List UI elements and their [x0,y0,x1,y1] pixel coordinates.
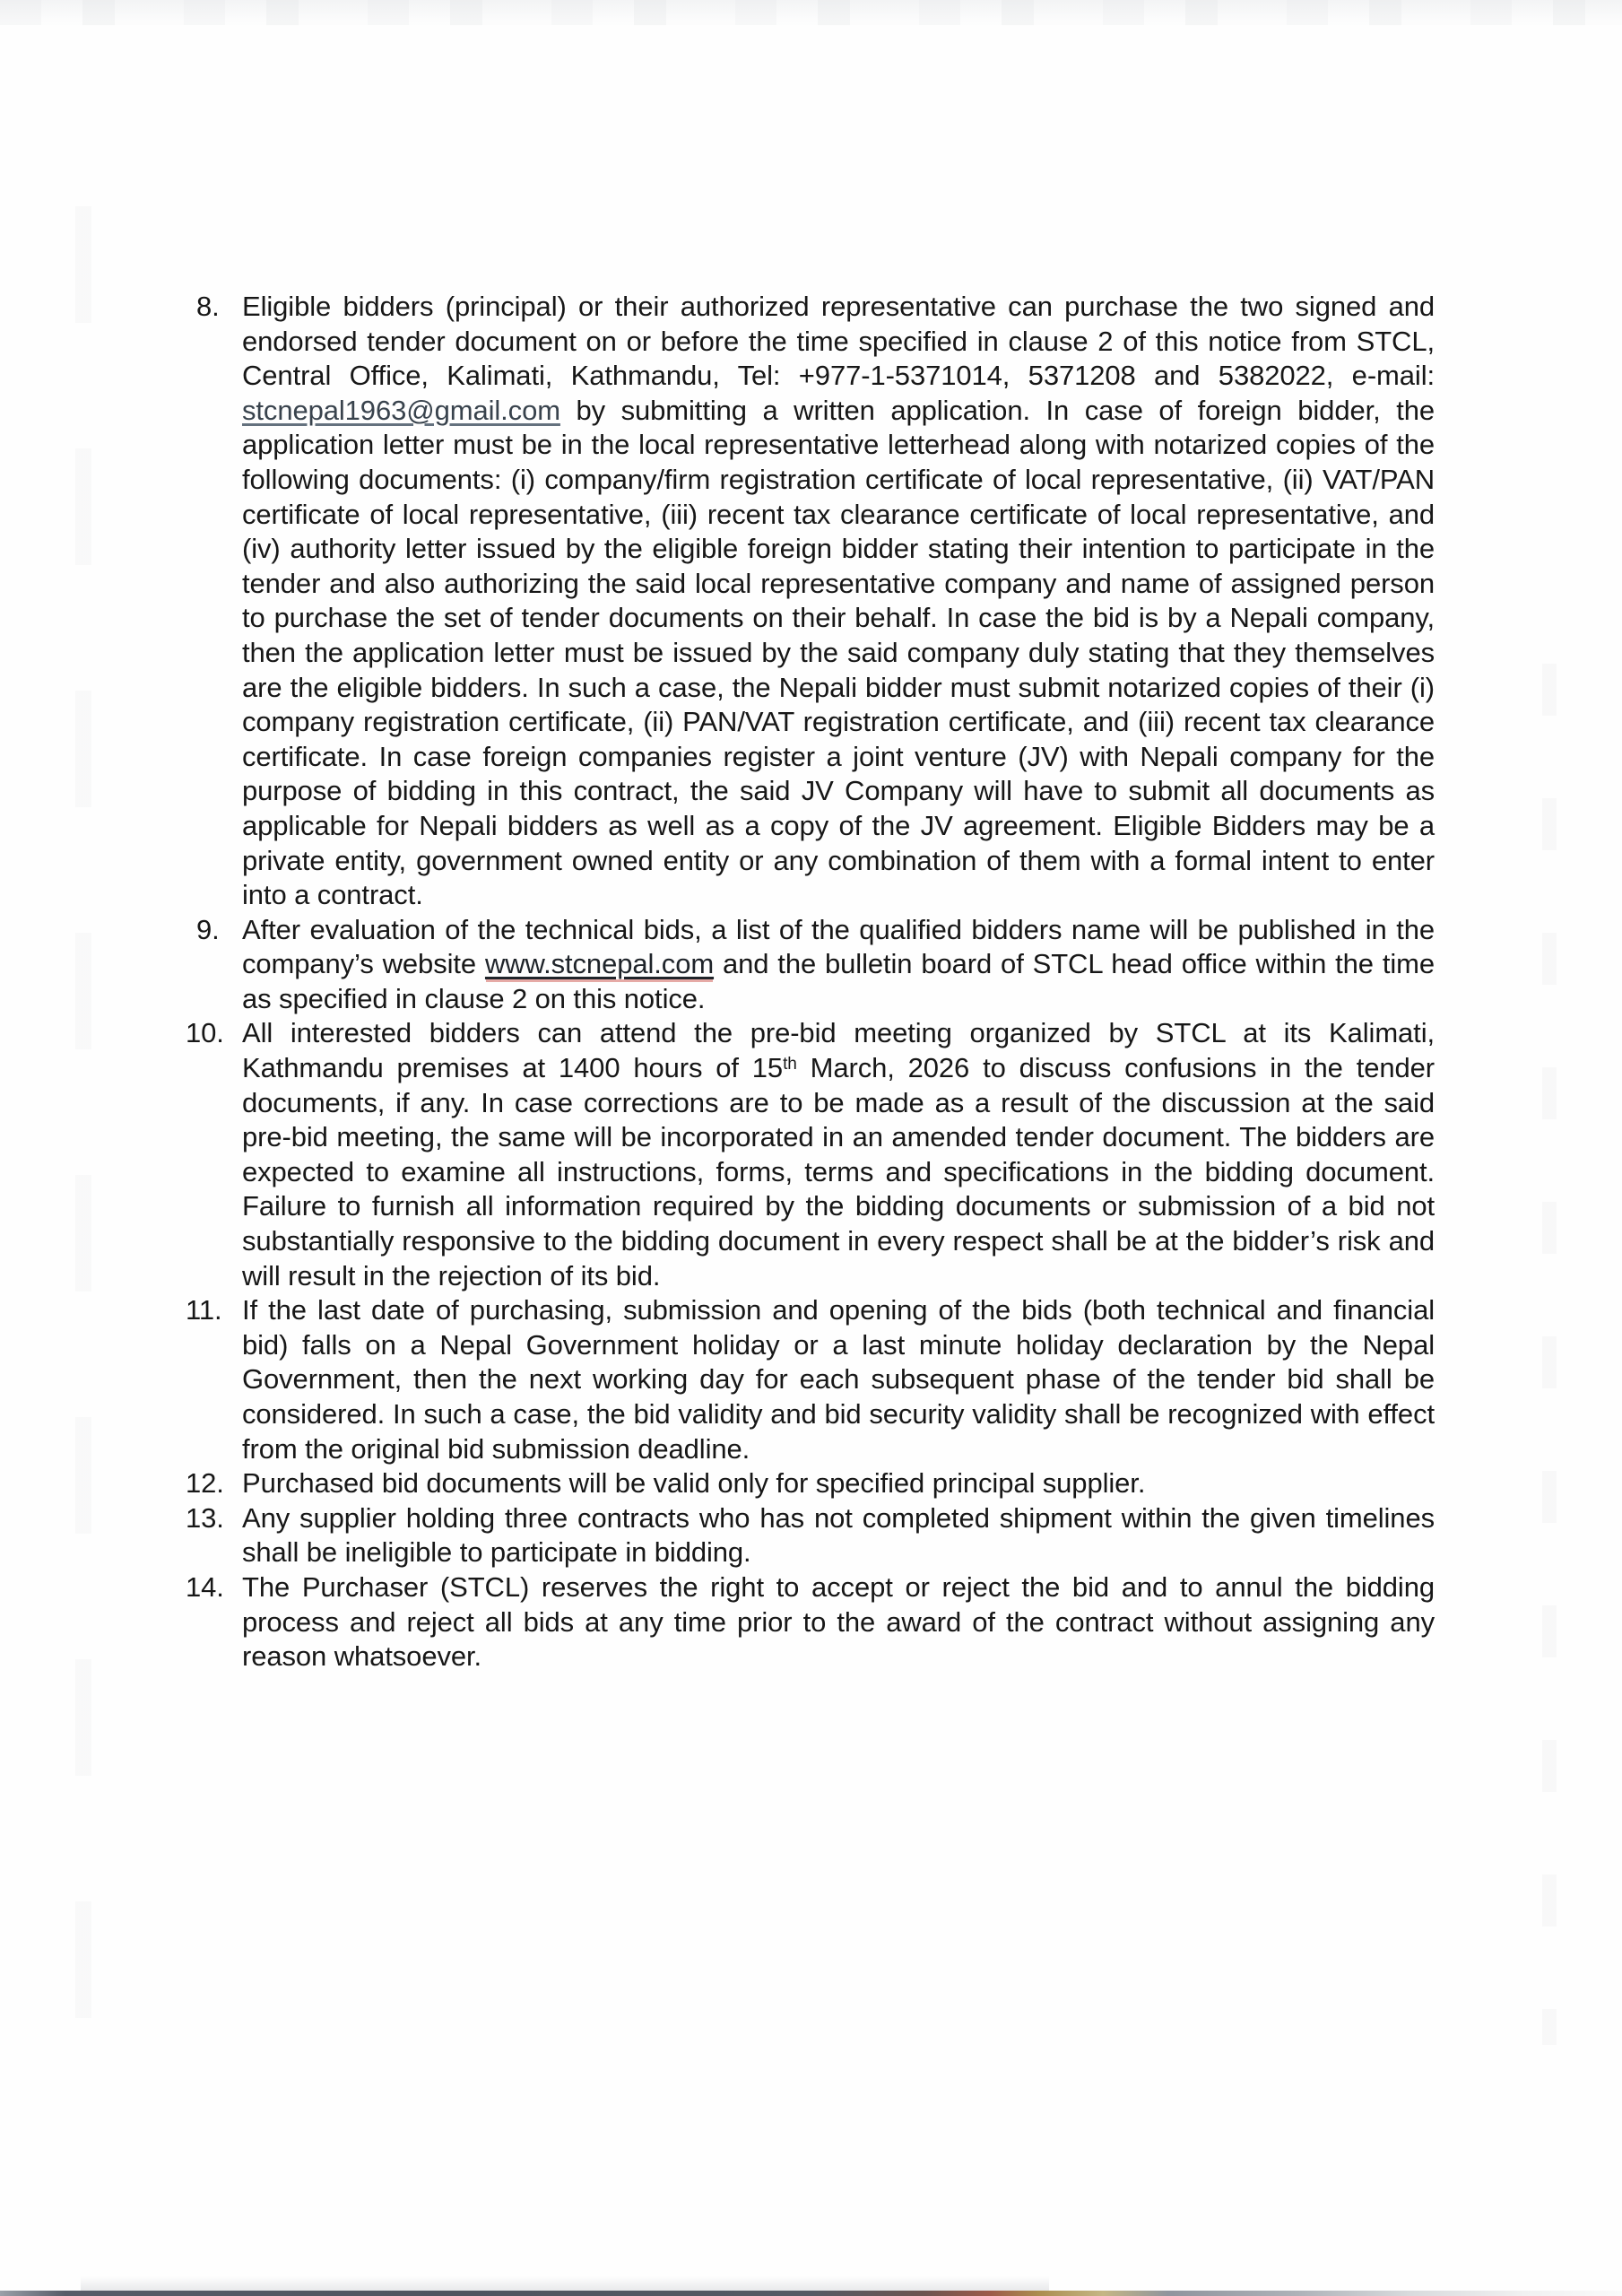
notice-list [186,290,1435,1674]
item-text: All interested bidders can attend the pre-bid meeting organized by STCL at its Kalimati, Kathmandu premises at 1400 hours of 15th March, 2026 to discuss confusions in the tender documents, if any. In case corrections are to be made as a result of the discussion at the said pre-bid meeting, the same will be incorporated in an amended tender document. The bidders are expected to examine all instructions, forms, terms and specifications in the bidding document. Failure to furnish all information required by the bidding documents or submission of a bid not substantially responsive to the bidding document in every respect shall be at the bidder’s risk and will result in the rejection of its bid. [242,1017,1435,1292]
item-text: The Purchaser (STCL) reserves the right to accept or reject the bid and to annul the bidding process and reject all bids at any time prior to the award of the contract without assigning any reason whatsoever. [242,1570,1435,1673]
list-item [186,1570,1435,1674]
email-link[interactable]: stcnepal1963@gmail.com [242,394,560,426]
item-number: 8. [196,291,220,322]
list-item [186,1016,1435,1293]
scan-artifact-left-streak [75,206,91,2117]
item-number: 14. [186,1570,224,1603]
item-number: 10. [186,1017,224,1049]
list-item [186,913,1435,1017]
scan-artifact-top-edge [0,0,1622,25]
item-number: 9. [196,913,220,945]
scan-artifact-bottom-smudge [81,2276,1049,2291]
item-text: Eligible bidders (principal) or their authorized representative can purchase the two signed and endorsed tender document on or before the time specified in clause 2 of this notice from STCL, Central Office, Kalimati, Kathmandu, Tel: +977-1-5371014, 5371208 and 5382022, e-mail: stcnepal1963@gmail.com by submitting a written application. In case of foreign bidder, the application letter must be in the local representative letterhead along with notarized copies of the following documents: (i) company/firm registration certificate of local representative, (ii) VAT/PAN certificate of local representative, (iii) recent tax clearance certificate of local representative, and (iv) authority letter issued by the eligible foreign bidder stating their intention to participate in the tender and also authorizing the said local representative company and name of assigned person to purchase the set of tender documents on their behalf. In case the bid is by a Nepali company, then the application letter must be issued by the said company duly stating that they themselves are the eligible bidders. In such a case, the Nepali bidder must submit notarized copies of their (i) company registration certificate, (ii) PAN/VAT registration certificate, and (iii) recent tax clearance certificate. In case foreign companies register a joint venture (JV) with Nepali company for the purpose of bidding in this contract, the said JV Company will have to submit all documents as applicable for Nepali bidders as well as a copy of the JV agreement. Eligible Bidders may be a private entity, government owned entity or any combination of them with a formal intent to enter into a contract. [242,291,1435,911]
ordinal-suffix: th [783,1055,797,1074]
list-item [186,1466,1435,1501]
item-number: 11. [186,1294,222,1326]
item-text: Any supplier holding three contracts who has not completed shipment within the given timelines shall be ineligible to participate in bidding. [242,1501,1435,1569]
list-item [186,290,1435,913]
scan-artifact-right-streak [1542,664,1557,2045]
website-link[interactable]: www.stcnepal.com [484,948,715,980]
list-item [186,1501,1435,1570]
scan-artifact-bottom-edge [0,2291,1622,2296]
item-text: If the last date of purchasing, submission and opening of the bids (both technical and financial bid) falls on a Nepal Government holiday or a last minute holiday declaration by the Nepal Government, then the next working day for each subsequent phase of the tender bid shall be considered. In such a case, the bid validity and bid security validity shall be recognized with effect from the original bid submission deadline. [242,1294,1435,1465]
item-number: 12. [186,1467,224,1500]
item-text: Purchased bid documents will be valid only for specified principal supplier. [242,1467,1146,1500]
item-text: After evaluation of the technical bids, a list of the qualified bidders name will be published in the company’s website www.stcnepal.com and the bulletin board of STCL head office within the time as specified in clause 2 on this notice. [242,913,1435,1014]
item-number: 13. [186,1501,224,1534]
list-item [186,1293,1435,1466]
